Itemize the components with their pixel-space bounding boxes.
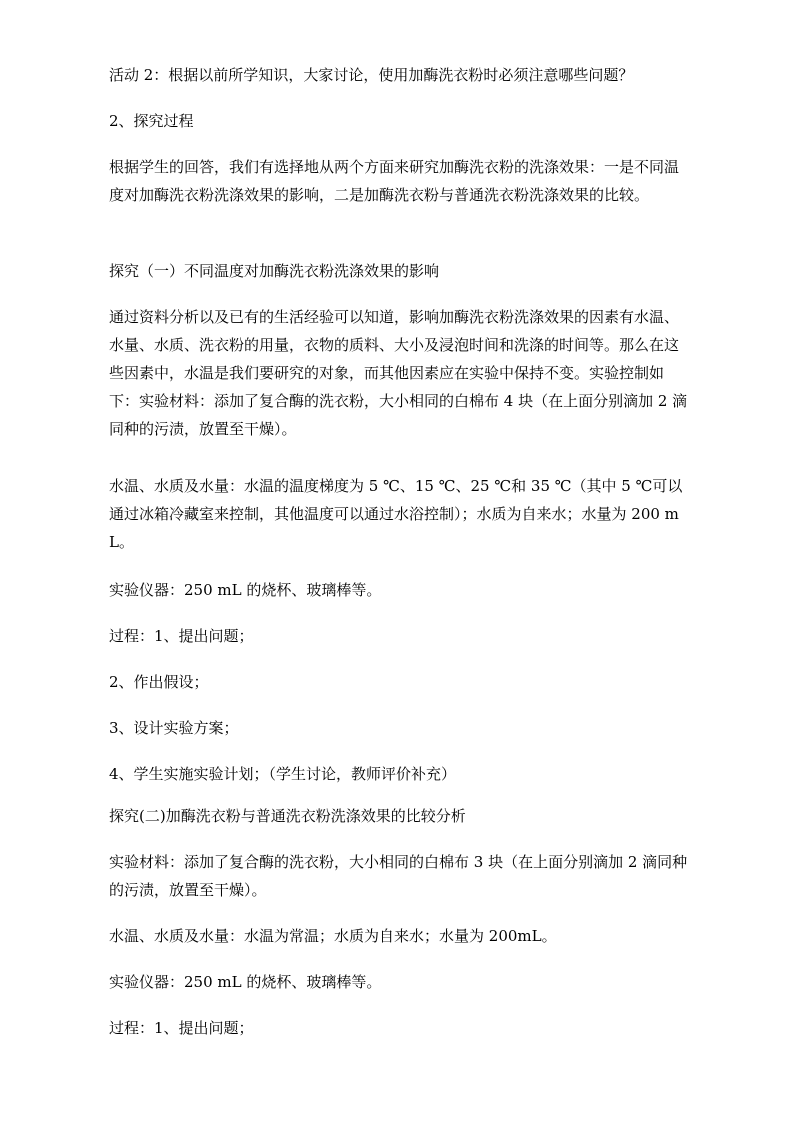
section-heading-inquiry-process: 2、探究过程 [109, 112, 194, 130]
activity-2-paragraph: 活动 2：根据以前所学知识，大家讨论，使用加酶洗衣粉时必须注意哪些问题？ [109, 66, 634, 84]
process-step-2: 2、作出假设； [109, 673, 209, 691]
process-step-1: 过程：1、提出问题； [109, 627, 254, 645]
inquiry-2-instruments-paragraph: 实验仪器：250 mL 的烧杯、玻璃棒等。 [109, 973, 382, 991]
inquiry-2-heading: 探究(二)加酶洗衣粉与普通洗衣粉洗涤效果的比较分析 [109, 807, 466, 825]
inquiry-1-heading: 探究（一）不同温度对加酶洗衣粉洗涤效果的影响 [109, 262, 440, 280]
inquiry-2-materials-paragraph: 实验材料：添加了复合酶的洗衣粉，大小相同的白棉布 3 块（在上面分别滴加 2 滴同种的污渍，放置至干燥）。 [109, 853, 688, 899]
inquiry-1-instruments-paragraph: 实验仪器：250 mL 的烧杯、玻璃棒等。 [109, 581, 382, 599]
inquiry-1-water-conditions-paragraph: 水温、水质及水量：水温的温度梯度为 5 ℃、15 ℃、25 ℃和 35 ℃（其中 5 ℃可以通过冰箱冷藏室来控制，其他温度可以通过水浴控制）；水质为自来水；水量为 200 mL。 [109, 477, 683, 551]
inquiry-1-materials-paragraph: 通过资料分析以及已有的生活经验可以知道，影响加酶洗衣粉洗涤效果的因素有水温、水量、水质、洗衣粉的用量，衣物的质料、大小及浸泡时间和洗涤的时间等。那么在这些因素中，水温是我们要研究的对象，而其他因素应在实验中保持不变。实验控制如下：实验材料：添加了复合酶的洗衣粉，大小相同的白棉布 4 块（在上面分别滴加 2 滴同种的污渍，放置至干燥）。 [109, 308, 688, 438]
process-step-4: 4、学生实施实验计划；（学生讨论，教师评价补充） [109, 765, 457, 783]
inquiry-2-water-conditions-paragraph: 水温、水质及水量：水温为常温；水质为自来水；水量为 200mL。 [109, 927, 557, 945]
inquiry-2-process-step-1: 过程：1、提出问题； [109, 1019, 254, 1037]
process-step-3: 3、设计实验方案； [109, 719, 239, 737]
intro-paragraph: 根据学生的回答，我们有选择地从两个方面来研究加酶洗衣粉的洗涤效果：一是不同温度对加酶洗衣粉洗涤效果的影响，二是加酶洗衣粉与普通洗衣粉洗涤效果的比较。 [109, 158, 680, 204]
